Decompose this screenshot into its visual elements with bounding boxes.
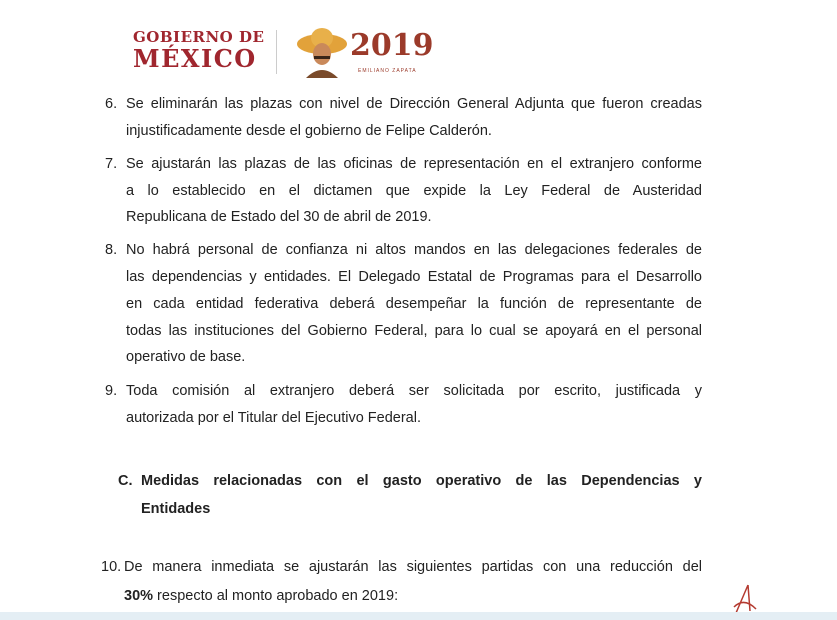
item-line: Toda comisión al extranjero deberá ser solicitada por escrito, justificada y — [126, 383, 702, 399]
item-line: operativo de base. — [126, 349, 246, 365]
item-line: en cada entidad federativa deberá desempeñar la función de representante de — [126, 296, 702, 312]
page-bottom-edge — [0, 612, 837, 620]
item-line: Republicana de Estado del 30 de abril de 2019. — [126, 209, 432, 225]
logo-subtitle: EMILIANO ZAPATA — [358, 68, 417, 74]
item-line: autorizada por el Titular del Ejecutivo Federal. — [126, 410, 421, 426]
item-line — [124, 587, 398, 605]
item-number: 8. — [105, 242, 118, 258]
item-line: a lo establecido en el dictamen que expide la Ley Federal de Austeridad — [126, 183, 702, 199]
section-letter: C. — [118, 473, 133, 489]
logo-divider — [276, 30, 277, 74]
item-line-rest: respecto al monto aprobado en 2019: — [153, 588, 399, 604]
percentage-bold: 30% — [124, 588, 154, 604]
signature-icon — [728, 583, 762, 615]
item-line: De manera inmediata se ajustarán las siguientes partidas con una reducción del — [124, 559, 702, 575]
item-line: No habrá personal de confianza ni altos mandos en las delegaciones federales de — [126, 242, 702, 258]
item-number: 7. — [105, 156, 118, 172]
section-heading: Medidas relacionadas con el gasto operativo de las Dependencias y — [141, 473, 702, 489]
zapata-portrait-icon — [296, 26, 348, 78]
item-line: las dependencias y entidades. El Delegado Estatal de Programas para el Desarrollo — [126, 269, 702, 285]
section-heading: Entidades — [141, 501, 211, 517]
logo-text-mexico: MÉXICO — [133, 44, 257, 73]
item-number: 6. — [105, 96, 118, 112]
item-line: injustificadamente desde el gobierno de Felipe Calderón. — [126, 123, 492, 139]
logo-year: 2019 — [350, 28, 434, 63]
item-number: 10. — [101, 559, 122, 575]
item-number: 9. — [105, 383, 118, 399]
logo-text-gobierno: GOBIERNO DE — [133, 28, 265, 46]
government-logo — [133, 28, 264, 72]
item-line: Se ajustarán las plazas de las oficinas de representación en el extranjero conforme — [126, 156, 702, 172]
item-line: todas las instituciones del Gobierno Federal, para lo cual se apoyará en el personal — [126, 323, 702, 339]
item-line: Se eliminarán las plazas con nivel de Dirección General Adjunta que fueron creadas — [126, 96, 702, 112]
